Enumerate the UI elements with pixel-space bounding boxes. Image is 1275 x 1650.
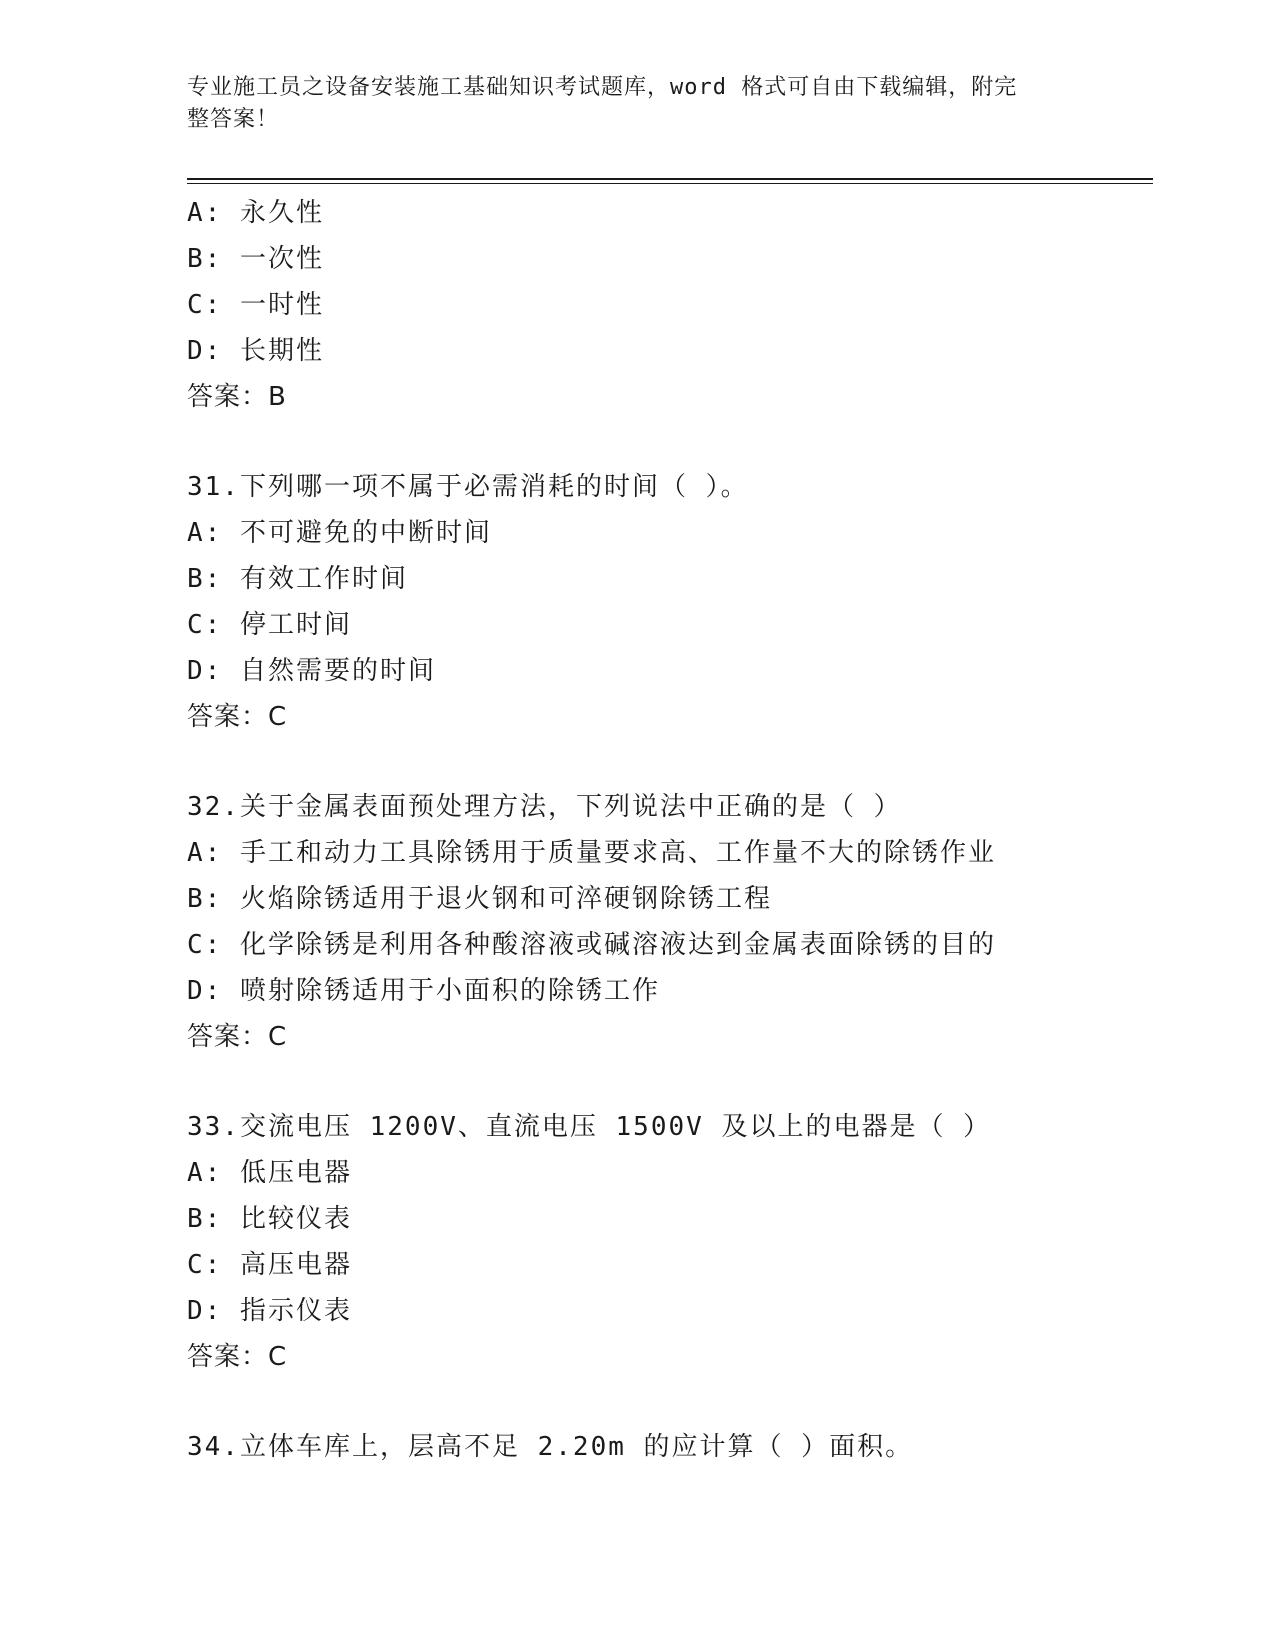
option-c: C: 高压电器 <box>187 1250 352 1280</box>
question-block-32 <box>187 784 1147 1060</box>
question-block-33 <box>187 1104 1147 1380</box>
option-a: A: 不可避免的中断时间 <box>187 518 492 548</box>
option-b: B: 火焰除锈适用于退火钢和可淬硬钢除锈工程 <box>187 884 772 914</box>
question-text: 33.交流电压 1200V、直流电压 1500V 及以上的电器是（ ） <box>187 1112 992 1142</box>
option-d: D: 长期性 <box>187 336 324 366</box>
option-a: A: 永久性 <box>187 198 324 228</box>
option-c: C: 化学除锈是利用各种酸溶液或碱溶液达到金属表面除锈的目的 <box>187 930 996 960</box>
question-text: 31.下列哪一项不属于必需消耗的时间（ ）。 <box>187 472 749 502</box>
option-d: D: 自然需要的时间 <box>187 656 436 686</box>
answer-line: 答案：C <box>187 1022 288 1052</box>
question-text: 32.关于金属表面预处理方法，下列说法中正确的是（ ） <box>187 792 902 822</box>
header-line-2: 整答案！ <box>187 107 280 132</box>
header-divider-thick <box>187 178 1153 180</box>
option-d: D: 指示仪表 <box>187 1296 352 1326</box>
option-d: D: 喷射除锈适用于小面积的除锈工作 <box>187 976 660 1006</box>
header-divider-thin <box>187 183 1153 184</box>
header-line-1: 专业施工员之设备安装施工基础知识考试题库，word 格式可自由下载编辑，附完 <box>187 75 1018 100</box>
option-b: B: 有效工作时间 <box>187 564 408 594</box>
option-c: C: 一时性 <box>187 290 324 320</box>
question-block-31 <box>187 464 1147 740</box>
answer-line: 答案：C <box>187 702 288 732</box>
question-list <box>187 190 1147 1470</box>
answer-line: 答案：C <box>187 1342 288 1372</box>
question-block-34 <box>187 1424 1147 1470</box>
option-b: B: 比较仪表 <box>187 1204 352 1234</box>
option-b: B: 一次性 <box>187 244 324 274</box>
question-text: 34.立体车库上，层高不足 2.20m 的应计算（ ）面积。 <box>187 1432 914 1462</box>
option-c: C: 停工时间 <box>187 610 352 640</box>
option-a: A: 低压电器 <box>187 1158 352 1188</box>
document-header <box>187 72 1067 136</box>
answer-line: 答案：B <box>187 382 287 412</box>
option-a: A: 手工和动力工具除锈用于质量要求高、工作量不大的除锈作业 <box>187 838 996 868</box>
question-block-30 <box>187 190 1147 420</box>
